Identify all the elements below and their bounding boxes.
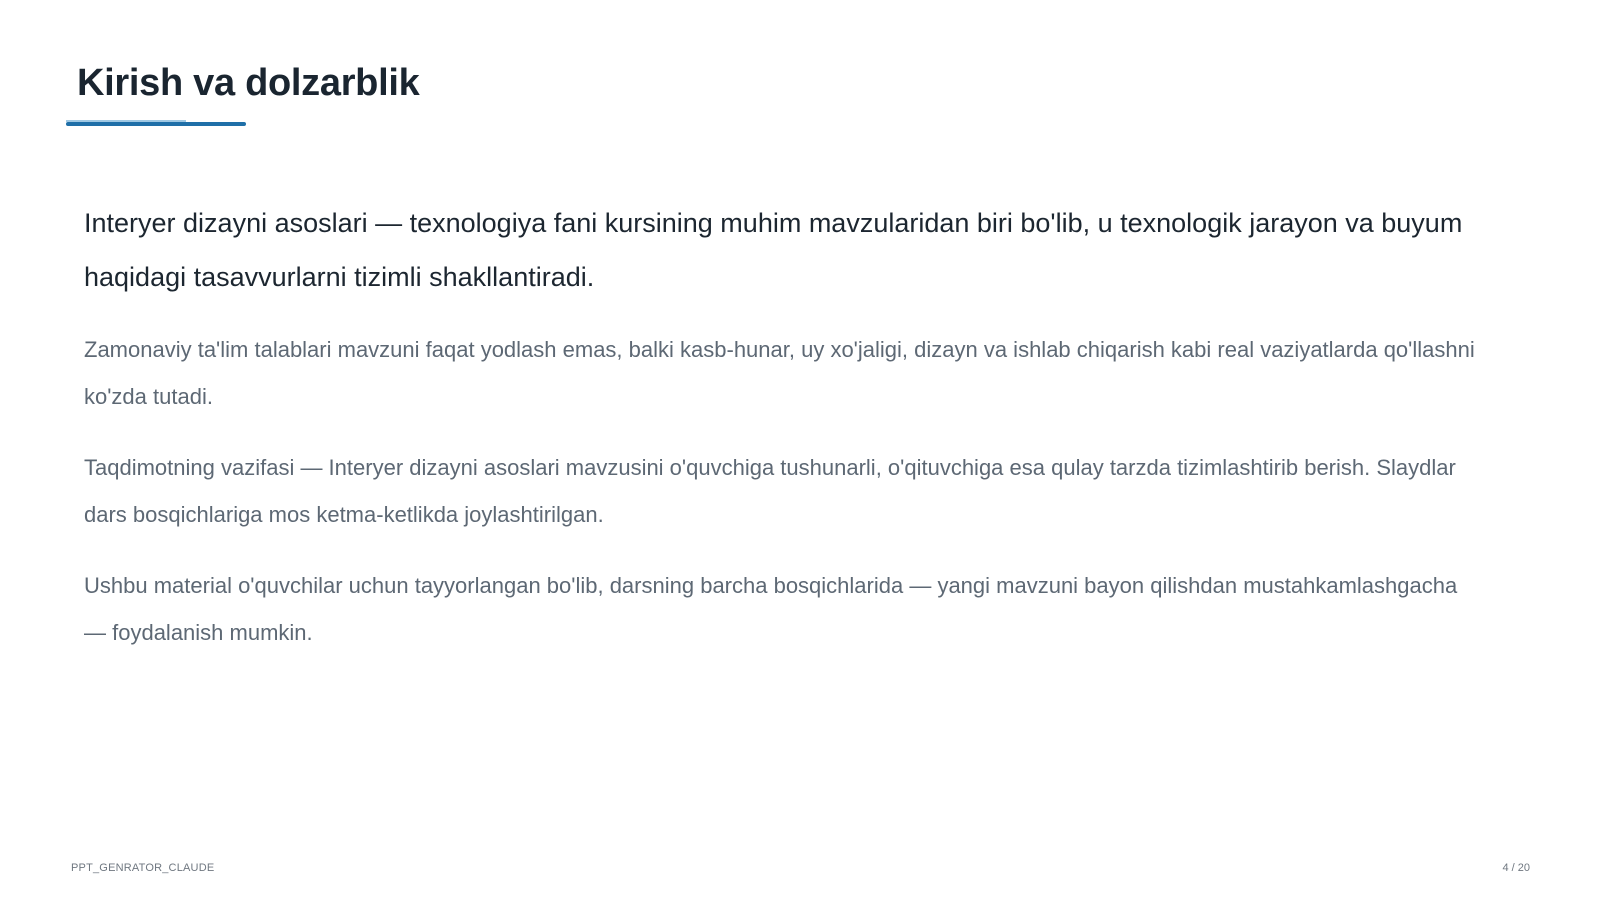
- title-underline: [66, 122, 246, 126]
- footer-brand: PPT_GENRATOR_CLAUDE: [71, 862, 215, 874]
- lead-paragraph: Interyer dizayni asoslari — texnologiya fani kursining muhim mavzularidan biri bo'lib, u texnologik jarayon va buyum haqidagi tasavvurlarni tizimli shakllantiradi.: [84, 208, 1463, 292]
- page-number: 4 / 20: [1502, 862, 1530, 874]
- slide-content: [84, 196, 1484, 680]
- slide-title: Kirish va dolzarblik: [77, 62, 420, 104]
- body-paragraph: Taqdimotning vazifasi — Interyer dizayni asoslari mavzusini o'quvchiga tushunarli, o'qituvchiga esa qulay tarzda tizimlashtirib berish. Slaydlar dars bosqichlariga mos ketma-ketlikda joylashtirilgan.: [84, 455, 1456, 527]
- body-paragraph: Ushbu material o'quvchilar uchun tayyorlangan bo'lib, darsning barcha bosqichlarida — yangi mavzuni bayon qilishdan mustahkamlashgacha — foydalanish mumkin.: [84, 573, 1458, 645]
- body-paragraph: Zamonaviy ta'lim talablari mavzuni faqat yodlash emas, balki kasb-hunar, uy xo'jaligi, dizayn va ishlab chiqarish kabi real vaziyatlarda qo'llashni ko'zda tutadi.: [84, 337, 1475, 409]
